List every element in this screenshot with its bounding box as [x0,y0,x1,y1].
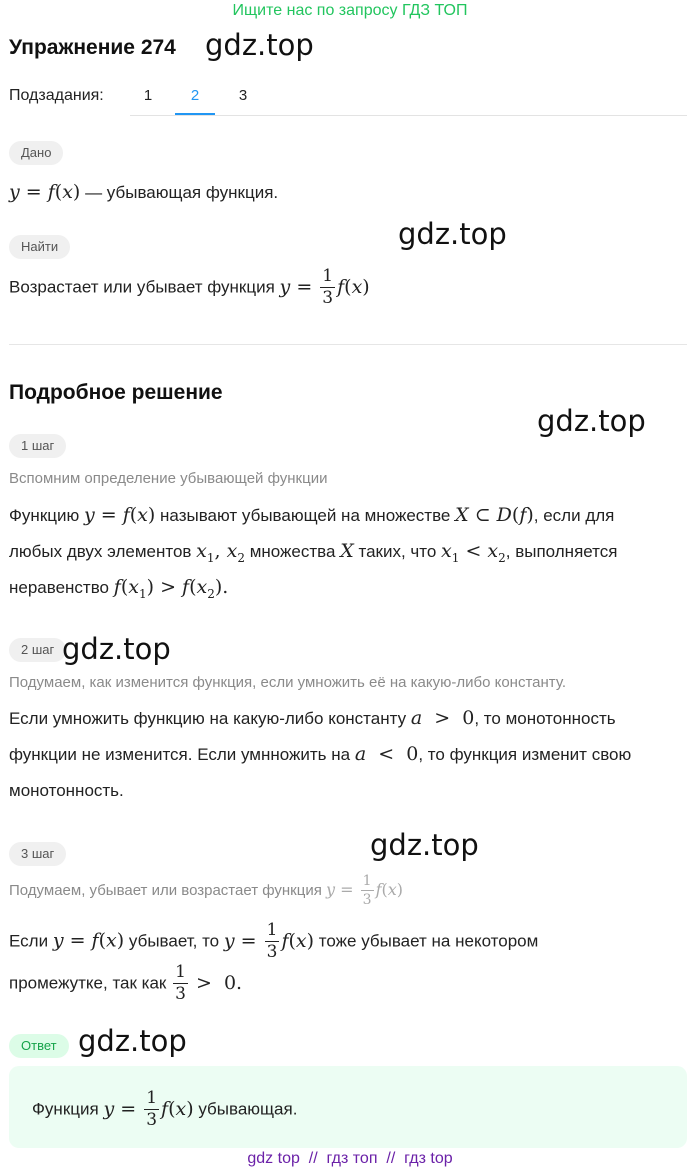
watermark: gdz.top [370,828,479,862]
find-text [9,268,370,307]
answer-text: Функция y = $\frac{1}{3}$ f(x) убывающая. [32,1088,298,1130]
step-2-chip: 2 шаг [9,638,66,662]
step-3-hint: Подумаем, убывает или возрастает функция y = $\frac{1}{3}$ f(x) [9,873,404,908]
page-title: Упражнение 274 [9,36,176,59]
step-2-line-3: монотонность. [9,781,124,800]
step-2-line-1: Если умножить функцию на какую-либо константу a > 0, то монотонность [9,707,616,729]
subtasks-label: Подзадания: [9,87,104,104]
step-2-hint: Подумаем, как изменится функция, если умножить её на какую-либо константу. [9,674,566,691]
watermark: gdz.top [205,28,314,62]
section-divider [9,344,687,345]
step-1-line-3: неравенство $f(x_1) > f(x_2)$. [9,576,229,601]
given-chip: Дано [9,141,63,165]
math-y-eq-fx: y = f(x) [9,181,81,203]
tab-subtask-3[interactable]: 3 [238,87,248,104]
find-chip: Найти [9,235,70,259]
given-description: — убывающая функция. [85,183,279,202]
math-y-eq-third-fx: y = $\frac{1}{3}$ f(x) [279,266,370,308]
watermark: gdz.top [78,1024,187,1058]
given-text [9,180,278,205]
tab-subtask-1[interactable]: 1 [143,87,153,104]
step-1-line-2: любых двух элементов $x_1$, $x_2$ множества X таких, что $x_1 < x_2$, выполняется [9,540,618,565]
tabs-divider [130,115,687,116]
find-question: Возрастает или убывает функция [9,277,275,297]
step-3-line-2: промежутке, так как $\frac{1}{3}$ > 0. [9,962,243,1004]
step-1-chip: 1 шаг [9,434,66,458]
step-1-line-1: Функцию y = f(x) называют убывающей на множестве X ⊂ D(f), если для [9,504,615,526]
step-2-line-2: функции не изменится. Если умнножить на a < 0, то функция изменит свою [9,743,632,765]
watermark: gdz.top [398,217,507,251]
step-1-hint: Вспомним определение убывающей функции [9,470,328,487]
answer-chip: Ответ [9,1034,69,1058]
tab-subtask-2[interactable]: 2 [190,87,200,104]
solution-title: Подробное решение [9,381,223,404]
watermark: gdz.top [62,632,171,666]
step-3-line-1: Если y = f(x) убывает, то y = $\frac{1}{3}$ f(x) тоже убывает на некотором [9,920,539,962]
step-3-chip: 3 шаг [9,842,66,866]
top-banner: Ищите нас по запросу ГДЗ ТОП [232,2,468,19]
footer-links[interactable]: gdz top // гдз топ // гдз top [247,1150,453,1167]
active-tab-indicator [175,113,215,115]
watermark: gdz.top [537,404,646,438]
